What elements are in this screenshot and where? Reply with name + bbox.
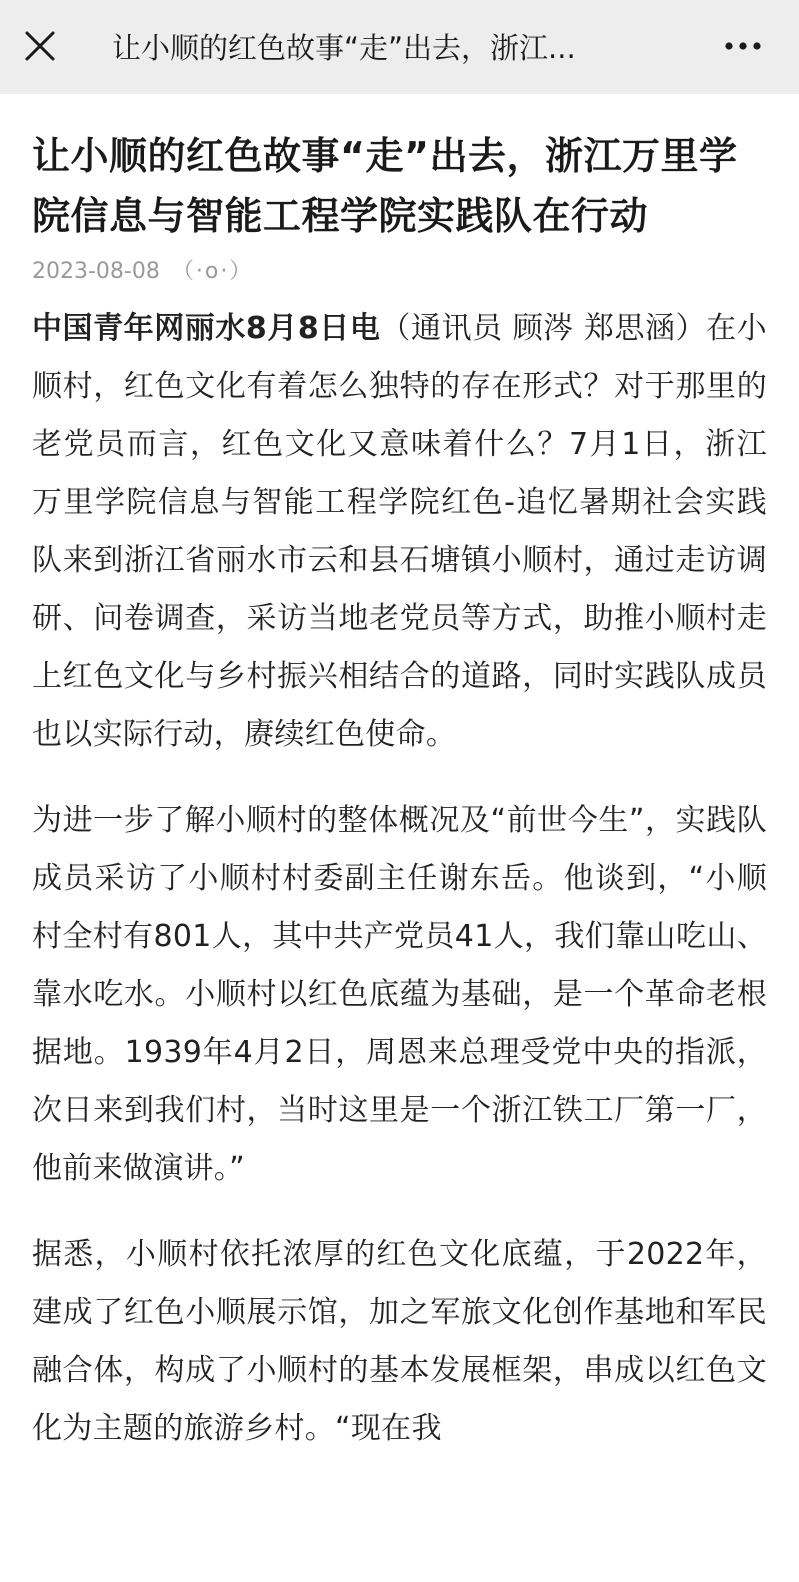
article-paragraph <box>32 792 767 1198</box>
close-icon[interactable] <box>22 28 58 64</box>
article <box>32 126 767 1458</box>
paragraph-text: 据悉，小顺村依托浓厚的红色文化底蕴，于2022年，建成了红色小顺展示馆，加之军旅文化创作基地和军民融合体，构成了小顺村的基本发展框架，串成以红色文化为主题的旅游乡村。“现在我 <box>32 1237 767 1446</box>
top-bar-title: 让小顺的红色故事“走”出去，浙江... <box>112 31 576 65</box>
article-meta <box>32 254 767 290</box>
article-headline: 让小顺的红色故事“走”出去，浙江万里学院信息与智能工程学院实践队在行动 <box>32 134 738 238</box>
top-bar <box>0 0 799 94</box>
paragraph-text: （通讯员 顾涔 郑思涵）在小顺村，红色文化有着怎么独特的存在形式？对于那里的老党员而言，红色文化又意味着什么？7月1日，浙江万里学院信息与智能工程学院红色-追忆暑期社会实践队来到浙江省丽水市云和县石塘镇小顺村，通过走访调研、问卷调查，采访当地老党员等方式，助推小顺村走上红色文化与乡村振兴相结合的道路，同时实践队成员也以实际行动，赓续红色使命。 <box>32 311 767 752</box>
publish-date: 2023-08-08 <box>32 259 160 284</box>
article-paragraph <box>32 1226 767 1458</box>
paragraph-text: 为进一步了解小顺村的整体概况及“前世今生”，实践队成员采访了小顺村村委副主任谢东岳。他谈到，“小顺村全村有801人，其中共产党员41人，我们靠山吃山、靠水吃水。小顺村以红色底蕴为基础，是一个革命老根据地。1939年4月2日，周恩来总理受党中央的指派，次日来到我们村，当时这里是一个浙江铁工厂第一厂，他前来做演讲。” <box>32 803 767 1186</box>
dateline: 中国青年网丽水8月8日电 <box>32 311 381 346</box>
more-icon[interactable] <box>723 30 763 62</box>
article-paragraph <box>32 300 767 764</box>
mood-emoticon: （·o·） <box>171 259 254 284</box>
